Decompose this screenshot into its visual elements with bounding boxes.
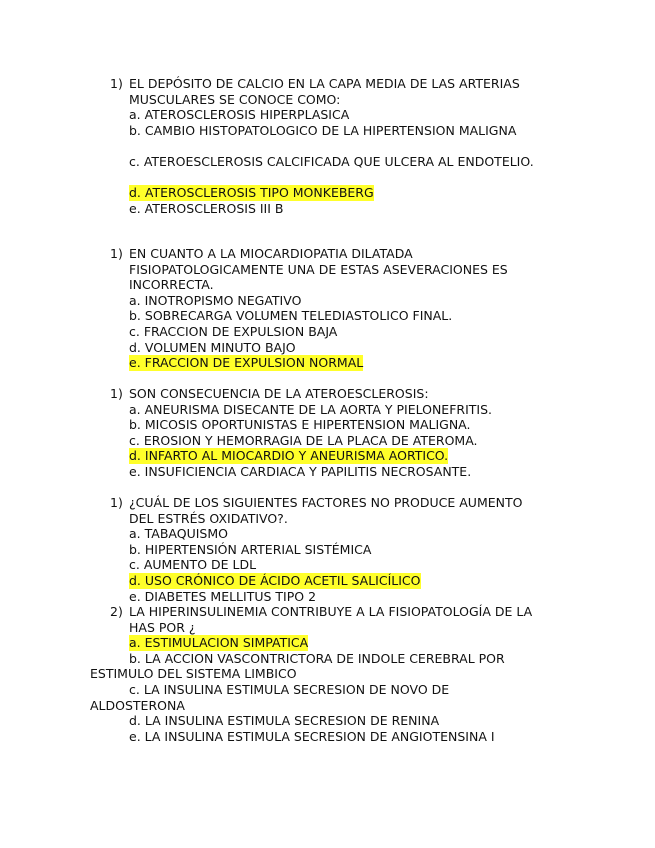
question-number: 1) [110, 76, 123, 91]
question-stem-line: FISIOPATOLOGICAMENTE UNA DE ESTAS ASEVERACIONES ES [129, 261, 508, 277]
option-a: a. ANEURISMA DISECANTE DE LA AORTA Y PIELONEFRITIS. [129, 401, 492, 417]
option-b: b. HIPERTENSIÓN ARTERIAL SISTÉMICA [129, 541, 372, 557]
option-e: e. LA INSULINA ESTIMULA SECRESION DE ANGIOTENSINA I [129, 728, 495, 744]
question-stem-line: HAS POR ¿ [129, 619, 196, 635]
question-number: 1) [110, 495, 123, 510]
question-stem-line: EN CUANTO A LA MIOCARDIOPATIA DILATADA [129, 246, 413, 261]
option-e: e. DIABETES MELLITUS TIPO 2 [129, 588, 317, 604]
option-b: b. CAMBIO HISTOPATOLOGICO DE LA HIPERTENSION MALIGNA [129, 122, 517, 138]
option-b-continuation: ESTIMULO DEL SISTEMA LIMBICO [90, 666, 297, 682]
option-c: c. EROSION Y HEMORRAGIA DE LA PLACA DE ATEROMA. [129, 432, 478, 448]
option-c: c. ATEROESCLEROSIS CALCIFICADA QUE ULCERA AL ENDOTELIO. [129, 154, 534, 169]
option-e: e. ATEROSCLEROSIS III B [129, 200, 284, 216]
option-e-correct-highlighted: e. FRACCION DE EXPULSION NORMAL [129, 355, 364, 371]
question-stem-line: EL DEPÓSITO DE CALCIO EN LA CAPA MEDIA DE LAS ARTERIAS [129, 76, 520, 91]
question-number: 2) [110, 604, 123, 619]
option-b: b. SOBRECARGA VOLUMEN TELEDIASTOLICO FINAL. [129, 308, 453, 324]
question-stem-line: LA HIPERINSULINEMIA CONTRIBUYE A LA FISIOPATOLOGÍA DE LA [129, 604, 533, 619]
option-a-correct-highlighted: a. ESTIMULACION SIMPATICA [129, 635, 309, 651]
question-stem-line: DEL ESTRÉS OXIDATIVO?. [129, 510, 288, 526]
option-e: e. INSUFICIENCIA CARDIACA Y PAPILITIS NECROSANTE. [129, 464, 472, 479]
option-d-correct-highlighted: d. ATEROSCLEROSIS TIPO MONKEBERG [129, 185, 374, 201]
option-a: a. ATEROSCLEROSIS HIPERPLASICA [129, 107, 350, 123]
option-b: b. MICOSIS OPORTUNISTAS E HIPERTENSION MALIGNA. [129, 417, 471, 433]
option-a: a. INOTROPISMO NEGATIVO [129, 292, 302, 308]
question-stem-line: INCORRECTA. [129, 277, 214, 293]
question-number: 1) [110, 246, 123, 261]
question-number: 1) [110, 386, 123, 401]
question-stem-line: MUSCULARES SE CONOCE COMO: [129, 91, 341, 107]
option-d: d. VOLUMEN MINUTO BAJO [129, 339, 296, 355]
question-stem-line: SON CONSECUENCIA DE LA ATEROESCLEROSIS: [129, 386, 429, 401]
option-d-correct-highlighted: d. USO CRÓNICO DE ÁCIDO ACETIL SALICÍLICO [129, 573, 421, 588]
option-d: d. LA INSULINA ESTIMULA SECRESION DE RENINA [129, 713, 440, 729]
option-a: a. TABAQUISMO [129, 526, 228, 542]
option-d-correct-highlighted: d. INFARTO AL MIOCARDIO Y ANEURISMA AORTICO. [129, 448, 449, 464]
option-c: c. AUMENTO DE LDL [129, 557, 257, 573]
option-c: c. LA INSULINA ESTIMULA SECRESION DE NOVO DE [129, 682, 450, 697]
option-c: c. FRACCION DE EXPULSION BAJA [129, 324, 338, 339]
question-stem-line: ¿CUÁL DE LOS SIGUIENTES FACTORES NO PRODUCE AUMENTO [129, 495, 523, 510]
option-b: b. LA ACCION VASCONTRICTORA DE INDOLE CEREBRAL POR [129, 650, 505, 666]
option-c-continuation: ALDOSTERONA [90, 697, 185, 713]
